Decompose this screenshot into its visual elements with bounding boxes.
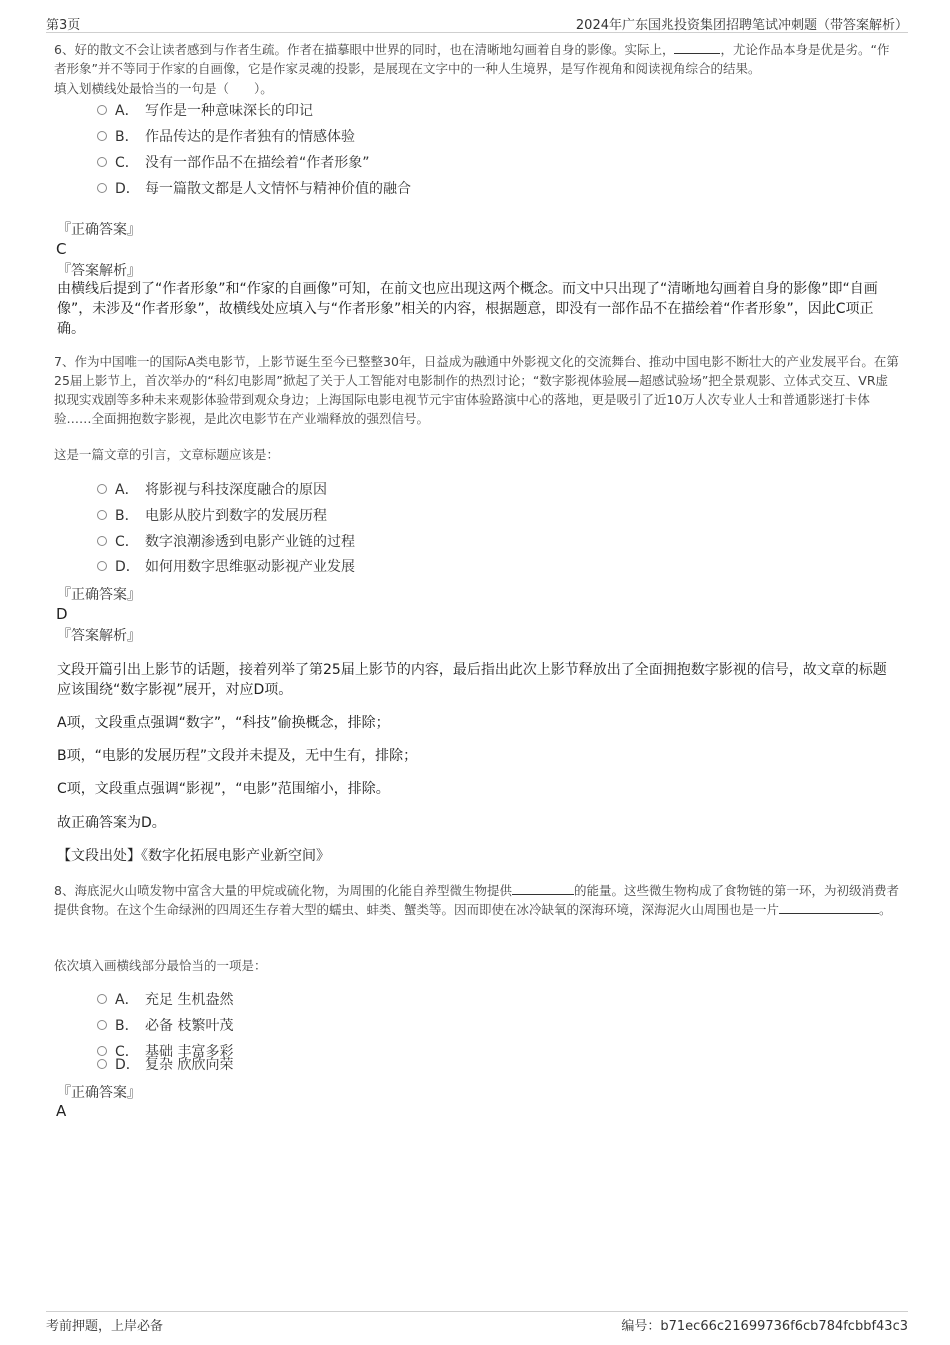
radio-icon[interactable] bbox=[97, 536, 107, 546]
q8-option-a[interactable]: A． 充足 生机盎然 bbox=[97, 990, 233, 1010]
footer-slogan: 考前押题，上岸必备 bbox=[46, 1319, 164, 1334]
q8-option-b[interactable]: B． 必备 枝繁叶茂 bbox=[97, 1016, 233, 1036]
q7-option-d[interactable]: D． 如何用数字思维驱动影视产业发展 bbox=[97, 557, 355, 577]
radio-icon[interactable] bbox=[97, 1020, 107, 1030]
radio-icon[interactable] bbox=[97, 994, 107, 1004]
document-title: 2024年广东国兆投资集团招聘笔试冲刺题（带答案解析） bbox=[575, 18, 908, 33]
q6-prompt: 填入划横线处最恰当的一句是（ ）。 bbox=[54, 81, 273, 96]
page-number: 第3页 bbox=[46, 18, 81, 33]
q7-option-c[interactable]: C． 数字浪潮渗透到电影产业链的过程 bbox=[97, 532, 355, 552]
radio-icon[interactable] bbox=[97, 157, 107, 167]
radio-icon[interactable] bbox=[97, 131, 107, 141]
radio-icon[interactable] bbox=[97, 484, 107, 494]
radio-icon[interactable] bbox=[97, 183, 107, 193]
q8-option-c[interactable]: C． 基础 丰富多彩 bbox=[97, 1042, 233, 1062]
q6-answer: C bbox=[56, 240, 67, 258]
radio-icon[interactable] bbox=[97, 105, 107, 115]
q8-answer: A bbox=[56, 1102, 67, 1120]
q7-prompt: 这是一篇文章的引言，文章标题应该是： bbox=[54, 447, 280, 462]
q8-correct-label: 『正确答案』 bbox=[57, 1085, 141, 1101]
q7-stem: 7、作为中国唯一的国际A类电影节，上影节诞生至今已整整30年，日益成为融通中外影视文化的交流舞台、推动中国电影不断壮大的产业发展平台。在第25届上影节上，首次举办的“科幻电影周”掀起了关于人工智能对电影制作的热烈讨论；“数字影视体验展—超感试验场”把全景观影、立体式交互、VR虚拟现实戏剧等多种未来观影体验带到观众身边；上海国际电影电视节元宇宙体验路演中心的落地，更是吸引了近10万人次专业人士和普通影迷打卡体验……全面拥抱数字影视，是此次电影节在产业端释放的强烈信号。 bbox=[54, 354, 899, 426]
q7-analysis-para: B项，“电影的发展历程”文段并未提及，无中生有，排除； bbox=[57, 748, 418, 764]
q7-analysis-para: 故正确答案为D。 bbox=[57, 815, 166, 831]
q7-source: 【文段出处】《数字化拓展电影产业新空间》 bbox=[57, 848, 330, 864]
q8-option-d[interactable]: D． 复杂 欣欣向荣 bbox=[97, 1055, 233, 1075]
q7-analysis-para: C项，文段重点强调“影视”，“电影”范围缩小，排除。 bbox=[57, 781, 390, 797]
q6-option-d[interactable]: D． 每一篇散文都是人文情怀与精神价值的融合 bbox=[97, 179, 411, 199]
q7-option-a[interactable]: A． 将影视与科技深度融合的原因 bbox=[97, 480, 327, 500]
radio-icon[interactable] bbox=[97, 510, 107, 520]
q8-blank-2 bbox=[779, 901, 879, 914]
radio-icon[interactable] bbox=[97, 561, 107, 571]
footer-code: 编号：b71ec66c21699736f6cb784fcbbf43c3 bbox=[621, 1319, 908, 1334]
q6-option-b[interactable]: B． 作品传达的是作者独有的情感体验 bbox=[97, 127, 355, 147]
q7-answer: D bbox=[56, 605, 68, 623]
q8-blank-1 bbox=[512, 882, 574, 895]
q7-analysis-label: 『答案解析』 bbox=[57, 628, 141, 644]
q6-option-a[interactable]: A． 写作是一种意味深长的印记 bbox=[97, 101, 313, 121]
q7-analysis-para: A项，文段重点强调“数字”，“科技”偷换概念，排除； bbox=[57, 715, 390, 731]
q7-analysis-para: 文段开篇引出上影节的话题，接着列举了第25届上影节的内容，最后指出此次上影节释放出了全面拥抱数字影视的信号，故文章的标题应该围绕“数字影视”展开，对应D项。 bbox=[57, 662, 887, 698]
q7-correct-label: 『正确答案』 bbox=[57, 587, 141, 603]
page-header bbox=[46, 12, 908, 33]
q6-correct-label: 『正确答案』 bbox=[57, 222, 141, 238]
q6-analysis-label: 『答案解析』 bbox=[57, 263, 141, 279]
q6-analysis: 由横线后提到了“作者形象”和“作家的自画像”可知，在前文也应出现这两个概念。而文中只出现了“清晰地勾画着自身的影像”即“自画像”，未涉及“作者形象”，故横线处应填入与“作者形象”相关的内容，根据题意，即没有一部作品不在描绘着“作者形象”，因此C项正确。 bbox=[57, 281, 878, 337]
page-footer bbox=[46, 1311, 908, 1336]
q7-option-b[interactable]: B． 电影从胶片到数字的发展历程 bbox=[97, 506, 327, 526]
q6-blank bbox=[674, 41, 720, 54]
radio-icon[interactable] bbox=[97, 1059, 107, 1069]
q8-prompt: 依次填入画横线部分最恰当的一项是： bbox=[54, 958, 267, 973]
q6-option-c[interactable]: C． 没有一部作品不在描绘着“作者形象” bbox=[97, 153, 370, 173]
q8-stem: 8、海底泥火山喷发物中富含大量的甲烷或硫化物，为周围的化能自养型微生物提供 的能量。这些微生物构成了食物链的第一环，为初级消费者提供食物。在这个生命绿洲的四周还生存着大型的蠕虫、蚌类、蟹类等。因而即使在冰冷缺氧的深海环境，深海泥火山周围也是一片 。 bbox=[54, 883, 899, 917]
q6-stem: 6、好的散文不会让读者感到与作者生疏。作者在描摹眼中世界的同时，也在清晰地勾画着自身的影像。实际上， ，尤论作品本身是优是劣。“作者形象”并不等同于作家的自画像，它是作家灵魂的投影，是展现在文字中的一种人生境界，是写作视角和阅读视角综合的结果。 bbox=[54, 42, 890, 76]
